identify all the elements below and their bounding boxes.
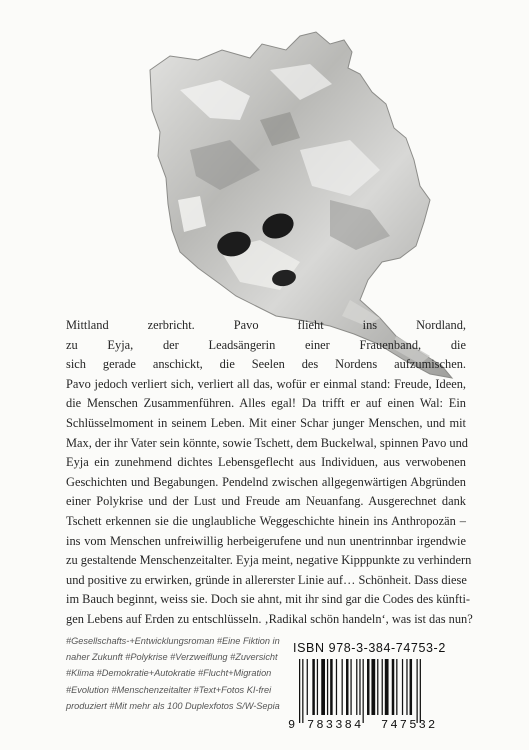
barcode-bar [385,659,389,715]
blurb-text [66,316,473,630]
blurb-line: ins vom Menschen unfreiwillig herbeigerufene und nun unentrinnbar irgendwie [66,533,466,548]
barcode-bar [321,659,325,715]
barcode-bar [396,659,397,715]
blurb-line: Schlüsselmoment in seinem Leben. Mit einer Schar junger Menschen, und mit [66,415,466,430]
blurb-line: zu gestaltende Menschenzeitalter. Eyja meint, negative Kipppunkte zu verhindern [66,553,472,568]
blurb-line: Tschett erkennen sie die unglaubliche Weggeschichte hinein ins Anthropozän – [66,513,466,528]
hashtag-line: #Evolution #Menschenzeitalter #Text+Fotos KI-frei [66,684,272,695]
barcode-bar [317,659,318,715]
isbn-barcode [285,633,457,731]
blurb-line: zu Eyja, der Leadsängerin einer Frauenband, die [66,337,466,352]
blurb-line: Max, der ihr Vater sein könnte, sowie Tschett, dem Buckelwal, spinnen Pavo und [66,435,468,450]
blurb-line: die Menschen Zusammenführen. Alles egal! Da trifft er auf einen Wal: Ein [66,396,466,411]
barcode-bar [330,659,333,715]
barcode-bar [392,659,395,715]
barcode-bar [327,659,328,715]
barcode-bar [312,659,315,715]
barcode-bar [377,659,378,715]
barcode-graphic [285,657,457,731]
blurb-line: Mittland zerbricht. Pavo flieht ins Nordland, [66,318,466,332]
barcode-bar [346,659,349,715]
barcode-bar [420,659,421,723]
hashtag-list [66,633,280,714]
isbn-label: ISBN 978-3-384-74753-2 [293,641,446,655]
barcode-bar [417,659,418,723]
barcode-lead-digit: 9 [288,718,296,731]
barcode-bars [299,659,421,723]
barcode-left-digits: 783384 [307,718,364,731]
barcode-bar [402,659,403,715]
barcode-bar [367,659,370,715]
barcode-bar [359,659,360,715]
blurb-line: und positive zu erwirken, gründe in allererster Linie auf… Schönheit. Dass diese [66,572,467,587]
barcode-bar [336,659,337,715]
hashtag-line: naher Zukunft #Polykrise #Verzweiflung #Zuversicht [66,652,278,663]
blurb-line: Geschichten und Begabungen. Pendelnd zwischen allgegenwärtigen Abgründen [66,474,466,489]
blurb-line: gen Lebens auf Erden zu entschlüsseln. ‚Radikal schön handeln‘, was ist das nun? [66,611,473,626]
hashtag-line: #Gesellschafts-+Entwicklungsroman #Eine Fiktion in [66,636,280,646]
hashtag-line: produziert #Mit mehr als 100 Duplexfotos S/W-Sepia [66,700,280,711]
blurb-line: sich gerade anschickt, die Seelen des Nordens aufzumischen. [66,357,466,372]
blurb-line: im Bauch beginnt, weiss sie. Doch sie ahnt, mit ihr sind gar die Codes des künfti- [66,592,471,607]
blurb-line: Eyja ein zunehmend dichtes Lebensgeflecht aus Individuen, aus verwobenen [66,455,466,470]
barcode-bar [299,659,300,723]
barcode-bar [342,659,343,715]
blurb-line: Pavo jedoch verliert sich, verliert all das, wofür er einmal stand: Freude, Ideen, [66,376,466,391]
barcode-bar [363,659,364,723]
barcode-right-digits: 747532 [381,718,438,731]
barcode-bar [410,659,413,715]
blurb-line: einer Polykrise und der Lust und Freude am Neuanfang. Ausgerechnet dank [66,494,466,509]
barcode-bar [350,659,351,715]
barcode-bar [356,659,357,715]
barcode-bar [406,659,407,715]
hashtag-line: #Klima #Demokratie+Autokratie #Flucht+Migration [66,668,272,679]
barcode-bar [382,659,383,715]
barcode-bar [307,659,308,715]
barcode-bar [371,659,375,715]
barcode-bar [302,659,303,723]
